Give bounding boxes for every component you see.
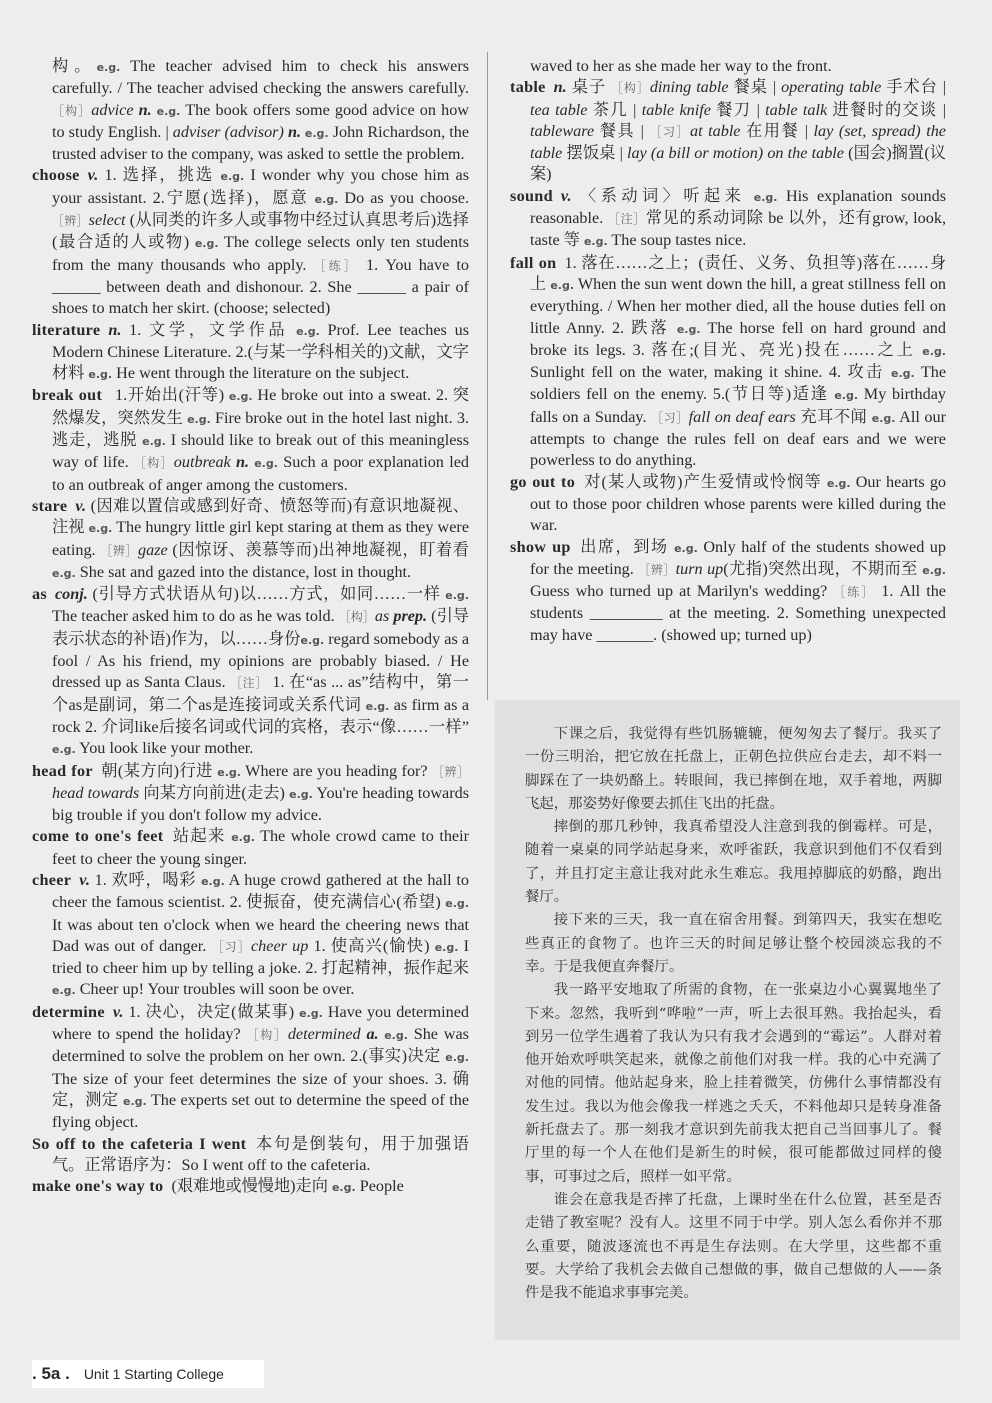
entry-text: Our hearts go out to those poor children whose parents were killed during the war.: [530, 472, 947, 535]
entry-text: 1. You have to ______ between death and dishonour. 2. She ______ a pair of shoes to match her skirt. (choose; selected): [52, 255, 469, 318]
example-marker: e.g.: [445, 1051, 469, 1065]
note-tag: ［习］: [649, 124, 690, 139]
page-footer: [32, 1360, 264, 1388]
entry-text: It was about ten o'clock when we heard the cheering news that Dad was out of danger.: [52, 915, 469, 955]
note-tag: ［构］: [52, 103, 92, 118]
example-marker: e.g.: [583, 235, 608, 249]
note-tag: ［辨］: [52, 214, 89, 229]
entry-text: 1. All the students _________ at the meeting. 2. Something unexpected may have _______. (showed up; turned up): [530, 582, 946, 644]
entry-text: 餐刀 |: [716, 100, 766, 119]
italic-term: outbreak: [173, 453, 237, 472]
entry-text: He broke out into a sweat. 2. 突然爆发，突然发生: [52, 386, 469, 427]
note-tag: ［构］: [338, 610, 375, 625]
example-marker: e.g.: [300, 633, 325, 647]
part-of-speech: n.: [553, 78, 567, 97]
headword: stare: [32, 496, 68, 515]
entry-text: You look like your mother.: [75, 739, 254, 758]
translation-paragraph: 我一路平安地取了所需的食物，在一张桌边小心翼翼地坐了下来。忽然，我听到“哗啦”一声，听上去很耳熟。我抬起头，看到另一位学生遇着了我认为只有我才会遇到的“霉运”。人群对着他开始欢呼哄笑起来，就像之前他们对我一样。我的心中充满了对他的同情。他站起身来，脸上挂着微笑，仿佛什么事情都没有发生过。我以为他会像我一样逃之夭夭，不料他却只是转身准备新托盘去了。那一刻我才意识到先前我太把自己当回事儿了。餐厅里的每一个人在他们是新生的时候，很可能都做过同样的傻事，可事过之后，照样一如平常。: [525, 982, 942, 1185]
entry-text: Cheer up! Your troubles will soon be over.: [75, 980, 355, 999]
entry-text: I should like to break out of this meaningless way of life.: [52, 431, 470, 472]
entry-text: (国会)搁置(议案): [530, 144, 946, 184]
page-number: . 5a .: [32, 1364, 70, 1383]
entry-text: I tried to cheer him up by telling a joke. 2. 打起精神，振作起来: [52, 936, 470, 978]
note-tag: ［构］: [610, 81, 650, 96]
italic-term: lay (set, spread) the table: [530, 121, 946, 163]
example-marker: e.g.: [296, 324, 320, 338]
headword: literature: [32, 320, 101, 339]
entry-text: (艰难地或慢慢地)走向: [171, 1177, 332, 1196]
italic-term: fall on deaf ears: [688, 407, 801, 426]
entry-text: The whole crowd came to their feet to cheer the young singer.: [52, 827, 469, 868]
translation-paragraph: 接下来的三天，我一直在宿舍用餐。到第四天，我实在想吃些真正的食物了。也许三天的时间足够让整个校园淡忘我的不幸。于是我便直奔餐厅。: [525, 912, 942, 975]
entry-text: 餐桌 |: [733, 78, 782, 97]
left-column: [32, 56, 469, 1198]
part-of-speech: n.: [108, 320, 122, 339]
dictionary-entry: [32, 165, 469, 319]
example-marker: e.g.: [217, 765, 241, 779]
entry-text: The soldiers fell on the enemy. 5.(节日等)适逢: [530, 363, 946, 404]
italic-term: table knife: [641, 100, 717, 119]
entry-text: (因惊讶、羡慕等而)出神地凝视，盯着看: [172, 540, 469, 559]
part-of-speech: n.: [236, 453, 250, 472]
note-tag: ［练］: [313, 258, 359, 273]
example-marker: e.g.: [249, 457, 278, 471]
entry-text: People: [355, 1177, 404, 1196]
entry-text: 1. 欢呼，喝彩: [89, 870, 202, 889]
headword: determine: [32, 1002, 105, 1021]
example-marker: e.g.: [891, 367, 915, 381]
entry-text: 餐具 |: [599, 121, 650, 140]
translation-box: [495, 700, 960, 1340]
headword: come to one's feet: [32, 827, 164, 846]
example-marker: e.g.: [445, 589, 469, 603]
italic-term: operating table: [781, 78, 887, 97]
entry-text: 充耳不闻: [800, 407, 872, 426]
italic-term: lay (a bill or motion) on the table: [626, 144, 849, 163]
entry-text: 1. 文学，文学作品: [121, 320, 297, 339]
entry-text: waved to her as she made her way to the front.: [530, 57, 832, 75]
entry-text: 构。: [52, 57, 97, 75]
headword: show up: [510, 537, 571, 556]
dictionary-entry: [510, 186, 946, 253]
italic-term: cheer up: [250, 936, 309, 955]
entry-text: 站起来: [171, 827, 232, 846]
entry-text: The soup tastes nice.: [607, 231, 747, 250]
example-marker: e.g.: [674, 541, 698, 555]
entry-text: His explanation sounds reasonable.: [530, 186, 946, 228]
italic-term: tea table: [530, 100, 593, 119]
entry-text: The experts set out to determine the speed of the flying object.: [52, 1090, 469, 1132]
entry-text: The teacher advised him to check his answers carefully. / The teacher advised checking the answers carefully.: [52, 57, 470, 98]
entry-text: 进餐时的交谈 |: [832, 100, 946, 119]
part-of-speech: v.: [112, 1002, 124, 1021]
dictionary-entry: [510, 56, 946, 77]
entry-text: (尤指)突然出现，不期而至: [723, 559, 923, 578]
example-marker: e.g.: [52, 984, 76, 998]
entry-text: 茶几 |: [592, 100, 642, 119]
part-of-speech: a.: [366, 1025, 379, 1044]
note-tag: ［辨］: [100, 543, 139, 558]
entry-text: He went through the literature on the subject.: [112, 364, 410, 383]
dictionary-entry: [32, 385, 469, 495]
entry-text: 1. 选择，挑选: [98, 166, 221, 185]
entry-text: 对(某人或物)产生爱情或怜悯等: [583, 472, 827, 491]
example-marker: e.g.: [834, 389, 859, 403]
example-marker: e.g.: [871, 411, 896, 425]
dictionary-entry: [32, 56, 469, 165]
entry-text: When the sun went down the hill, a great stillness fell on everything. / When her mother died, all the house duties fell on little Anny. 2. 跌落: [530, 274, 947, 337]
dictionary-entry: [32, 496, 469, 584]
entry-text: regard somebody as a fool / As his friend, my opinions are probably biased. / He dressed up as Santa Claus.: [52, 629, 469, 692]
entry-text: Only half of the students showed up for the meeting.: [530, 537, 946, 578]
entry-text: 〈系动词〉听起来: [571, 186, 754, 205]
note-tag: ［练］: [833, 585, 876, 600]
right-column: [510, 56, 946, 646]
headword: as: [32, 585, 47, 604]
part-of-speech: prep.: [393, 607, 428, 626]
dictionary-entry: [510, 537, 946, 646]
example-marker: e.g.: [194, 237, 219, 251]
italic-term: advice: [91, 100, 139, 119]
entry-text: 1. 决心，决定(做某事): [123, 1002, 300, 1021]
italic-term: select: [88, 211, 130, 230]
example-marker: e.g.: [52, 743, 76, 757]
dictionary-entry: [32, 320, 469, 386]
entry-text: 本句是倒装句，用于加强语气。正常语序为：So I went off to the cafeteria.: [52, 1134, 469, 1174]
italic-term: tableware: [530, 121, 600, 140]
example-marker: e.g.: [365, 699, 390, 713]
headword: choose: [32, 166, 80, 185]
example-marker: e.g.: [331, 1181, 356, 1195]
entry-text: 在用餐 |: [746, 121, 814, 140]
example-marker: e.g.: [753, 190, 778, 204]
example-marker: e.g.: [550, 278, 575, 292]
dictionary-entry: [32, 584, 469, 760]
entry-text: 摆饭桌 |: [566, 144, 627, 163]
dictionary-entry: [510, 472, 946, 537]
dictionary-entry: [32, 1002, 469, 1134]
entry-text: She sat and gazed into the distance, lost in thought.: [75, 562, 412, 581]
entry-text: 1. 落在……之上；(责任、义务、负担等)落在……身上: [530, 253, 947, 293]
entry-text: The size of your feet determines the size of your shoes. 3. 确定，测定: [52, 1069, 469, 1109]
entry-text: She was determined to solve the problem on her own. 2.(事实)决定: [52, 1025, 469, 1066]
example-marker: e.g.: [301, 126, 329, 140]
example-marker: e.g.: [826, 476, 851, 490]
part-of-speech: v.: [79, 870, 90, 889]
part-of-speech: v.: [75, 496, 87, 515]
example-marker: e.g.: [88, 368, 113, 382]
note-tag: ［辨］: [638, 562, 676, 577]
note-tag: ［构］: [246, 1028, 288, 1043]
example-marker: e.g.: [96, 61, 121, 74]
example-marker: e.g.: [187, 412, 211, 426]
entry-text: 手术台 |: [886, 78, 946, 97]
entry-text: (引导方式状语从句)以……方式，如同……一样: [87, 585, 446, 604]
example-marker: e.g.: [228, 390, 253, 404]
dictionary-entry: [32, 1176, 469, 1198]
entry-text: The horse fell on hard ground and broke its legs. 3. 落在;(目光、亮光)投在……之上: [530, 318, 946, 359]
headword: table: [510, 78, 546, 97]
italic-term: gaze: [138, 540, 173, 559]
italic-term: at table: [689, 121, 747, 140]
example-marker: e.g.: [445, 897, 469, 911]
entry-text: The college selects only ten students from the many thousands who apply.: [52, 233, 470, 274]
column-divider: [487, 52, 488, 700]
headword: break out: [32, 386, 103, 405]
translation-paragraph: 摔倒的那几秒钟，我真希望没人注意到我的倒霉样。可是，随着一桌桌的同学站起身来，欢呼雀跃，我意识到他们不仅看到了，并且打定主意让我对此永生难忘。我甩掉脚底的奶酪，跑出餐厅。: [525, 819, 942, 906]
example-marker: e.g.: [299, 1006, 323, 1020]
headword: go out to: [510, 472, 576, 491]
italic-term: dining table: [649, 78, 734, 97]
dictionary-entry: [510, 77, 946, 185]
example-marker: e.g.: [922, 344, 946, 358]
part-of-speech: n.: [287, 122, 302, 141]
example-marker: e.g.: [231, 831, 255, 845]
unit-title: Unit 1 Starting College: [83, 1366, 224, 1382]
entry-text: All our attempts to change the rules fell on deaf ears and we were powerless to do anything.: [530, 407, 946, 470]
dictionary-entry: [510, 253, 946, 472]
entry-text: as firm as a rock 2. 介词like后接名词或代词的宾格，表示“像……一样”: [52, 695, 470, 736]
entry-text: The teacher asked him to do as he was told.: [52, 607, 339, 626]
example-marker: e.g.: [434, 940, 459, 954]
entry-text: Have you determined where to spend the holiday?: [52, 1002, 470, 1044]
translation-paragraph: 谁会在意我是否摔了托盘，上课时坐在什么位置，甚至是否走错了教室呢？没有人。这里不同于中学。别人怎么看你并不那么重要，随波逐流也不再是生存法则。在大学里，这些都不重要。大学给了我机会去做自己想做的事，做自己想做的人——条件是我不能追求事事完美。: [525, 1191, 942, 1302]
entry-text: 向某方向前进(走去): [143, 783, 290, 802]
part-of-speech: conj.: [55, 585, 88, 604]
example-marker: e.g.: [52, 566, 76, 580]
note-tag: ［辨］: [432, 764, 469, 779]
example-marker: e.g.: [922, 563, 946, 577]
headword: fall on: [510, 253, 557, 272]
entry-text: 1. 使高兴(愉快): [308, 936, 435, 955]
headword: So off to the cafeteria I went: [32, 1134, 247, 1153]
example-marker: e.g.: [88, 522, 113, 536]
italic-term: adviser (advisor): [172, 122, 288, 141]
headword: cheer: [32, 870, 72, 889]
entry-text: My birthday falls on a Sunday.: [530, 385, 946, 426]
example-marker: e.g.: [676, 322, 701, 336]
entry-text: The hungry little girl kept staring at them as they were eating.: [52, 518, 470, 559]
part-of-speech: v.: [87, 166, 99, 185]
entry-text: You're heading towards big trouble if you don't follow my advice.: [52, 783, 470, 825]
italic-term: turn up: [675, 559, 724, 578]
entry-text: 1. 在“as ... as”结构中，第一个as是副词，第二个as是连接词或关系代词: [52, 673, 469, 714]
entry-text: Fire broke out in the hotel last night. 3. 逃走，逃脱: [52, 408, 469, 450]
example-marker: e.g.: [220, 170, 245, 184]
note-tag: ［注］: [230, 676, 268, 691]
entry-text: 出席，到场: [578, 537, 675, 556]
entry-text: (引导表示状态的补语)作为，以……身份: [52, 607, 469, 648]
note-tag: ［习］: [211, 939, 251, 954]
entry-text: (因难以置信或感到好奇、愤怒等而)有意识地凝视、注视: [52, 496, 469, 537]
headword: head for: [32, 761, 93, 780]
italic-term: determined: [287, 1025, 367, 1044]
example-marker: e.g.: [289, 787, 313, 801]
entry-text: (从同类的许多人或事物中经过认真思考后)选择(最合适的人或物): [52, 211, 469, 252]
entry-text: 桌子: [566, 78, 611, 97]
note-tag: ［构］: [134, 456, 174, 471]
entry-text: A huge crowd gathered at the hall to cheer the famous scientist. 2. 使振奋，使充满信心(希望): [52, 870, 469, 912]
note-tag: ［注］: [607, 212, 646, 227]
example-marker: e.g.: [314, 192, 339, 206]
entry-text: I wonder why you chose him as your assistant. 2.宁愿(选择)，愿意: [52, 166, 469, 207]
entry-text: Such a poor explanation led to an outbreak of anger among the customers.: [52, 453, 469, 494]
entry-text: 朝(某方向)行进: [100, 761, 218, 780]
note-tag: ［习］: [651, 410, 689, 425]
entry-text: Where are you heading for?: [240, 761, 433, 780]
entry-text: 1.开始出(汗等): [110, 386, 229, 405]
italic-term: head towards: [52, 783, 144, 802]
part-of-speech: n.: [138, 100, 152, 119]
headword: make one's way to: [32, 1177, 164, 1196]
example-marker: e.g.: [151, 104, 181, 118]
dictionary-entry: [32, 826, 469, 870]
entry-text: Sunlight fell on the water, making it shine. 4. 攻击: [530, 363, 891, 382]
example-marker: e.g.: [201, 874, 225, 888]
entry-text: Do as you choose.: [338, 188, 470, 207]
entry-text: The book offers some good advice on how to study English. |: [52, 100, 470, 141]
entry-text: Guess who turned up at Marilyn's wedding?: [530, 582, 834, 601]
italic-term: table talk: [765, 100, 833, 119]
example-marker: e.g.: [378, 1029, 408, 1043]
italic-term: as: [374, 607, 394, 626]
headword: sound: [510, 186, 553, 205]
part-of-speech: v.: [560, 186, 572, 205]
dictionary-entry: [32, 870, 469, 1002]
entry-text: 常见的系动词除 be 以外，还有grow, look, taste 等: [530, 209, 946, 250]
entry-text: Prof. Lee teaches us Modern Chinese Literature. 2.(与某一学科相关的)文献，文字材料: [52, 320, 469, 383]
entry-text: John Richardson, the trusted adviser to the company, was asked to settle the problem.: [52, 122, 470, 164]
example-marker: e.g.: [142, 435, 166, 449]
translation-paragraph: 下课之后，我觉得有些饥肠辘辘，便匆匆去了餐厅。我买了一份三明治，把它放在托盘上，正朝色拉供应台走去，却不料一脚踩在了一块奶酪上。转眼间，我已摔倒在地，双手着地，两脚飞起，那姿势好像要去抓住飞出的托盘。: [525, 726, 942, 812]
dictionary-entry: [32, 761, 469, 827]
dictionary-entry: [32, 1134, 469, 1177]
example-marker: e.g.: [122, 1094, 147, 1108]
